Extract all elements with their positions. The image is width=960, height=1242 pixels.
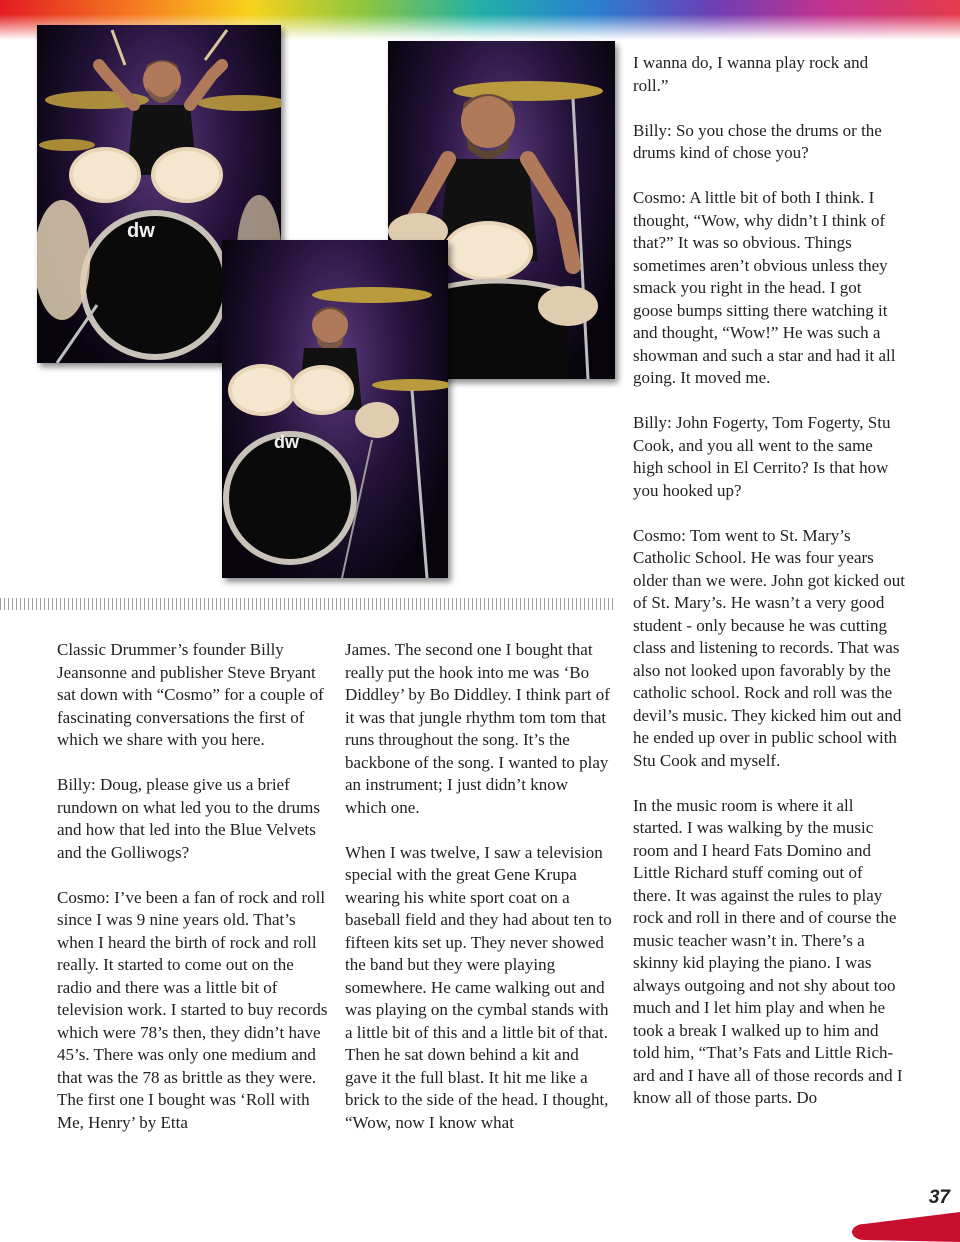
- article-paragraph: James. The second one I bought that really put the hook into me was ‘Bo Diddley’ by Bo Diddley. I think part of it was that jungle rhythm tom tom that runs throughout the song. It’s the backbone of the song. I wanted to play an instrument; I just didn’t know which one.: [345, 640, 610, 817]
- drummer-photo-full-kit: [222, 240, 448, 578]
- article-paragraph: Billy: So you chose the drums or the drums kind of chose you?: [633, 120, 882, 162]
- article-paragraph: Billy: John Fogerty, Tom Fogerty, Stu Cook, and you all went to the same high school in El Cerrito? Is that how you hooked up?: [633, 413, 891, 500]
- article-paragraph: In the music room is where it all started. I was walking by the music room and I heard Fats Domino and Little Richard stuff coming out of there. It was against the rules to play rock and roll in there and of course the music teacher wasn’t in. There’s a skinny kid playing the piano. I was always outgoing and not shy about too much and I let him play and when he took a break I walked up to him and told him, “That’s Fats and Little Richard and I have all of those records and I know all of those parts. Do: [633, 795, 903, 1107]
- article-paragraph: When I was twelve, I saw a television special with the great Gene Krupa wearing his white sport coat on a baseball field and they had about ten to fifteen kits set up. They never showed the band but they were playing somewhere. He came walking out and was playing on the cymbal stands with a little bit of this and a little bit of that. Then he sat down behind a kit and gave it the full blast. It hit me like a brick to the side of the head. I thought, “Wow, now I know what: [345, 842, 612, 1132]
- drumstick-swoosh-icon: [850, 1202, 960, 1242]
- drum-logo: dw: [274, 432, 299, 452]
- article-column-left: [57, 639, 329, 1157]
- article-paragraph: Cosmo: A little bit of both I think. I thought, “Wow, why didn’t I think of that?” It was so obvious. Things sometimes aren’t obvious unless they smack you right in the head. I got goose bumps sitting there watching it and thought, “Wow!” He was such a showman and such a star and had it all going. It moved me.: [633, 188, 896, 387]
- article-paragraph: Cosmo: I’ve been a fan of rock and roll since I was 9 nine years old. That’s when I heard the birth of rock and roll really. It started to come out on the radio and there was a little bit of television work. I started to buy records which were 78’s then, they didn’t have 45’s. There was only one medium and that was the 78 as brittle as they were. The first one I bought was ‘Roll with Me, Henry’ by Etta: [57, 887, 328, 1132]
- article-paragraph: Cosmo: Tom went to St. Mary’s Catholic School. He was four years older than we were. John got kicked out of St. Mary’s. He wasn’t a very good student - only because he was cutting class and listening to records. That was also not looked upon favorably by the catholic school. Rock and roll was the devil’s music. They kicked him out and he ended up over in public school with Stu Cook and myself.: [633, 525, 905, 770]
- article-column-middle: [345, 639, 613, 1157]
- article-column-right: [633, 52, 905, 1132]
- article-paragraph: I wanna do, I wanna play rock and roll.”: [633, 53, 869, 95]
- drum-logo: dw: [127, 220, 155, 242]
- drummer-photo-icon: [222, 240, 448, 578]
- tick-mark-divider: [0, 598, 616, 610]
- article-paragraph: Billy: Doug, please give us a brief rundown on what led you to the drums and how that led into the Blue Velvets and the Golliwogs?: [57, 775, 320, 862]
- page-number: 37: [928, 1187, 950, 1208]
- article-paragraph: Classic Drummer’s founder Billy Jeansonne and publisher Steve Bryant sat down with “Cosmo” for a couple of fascinating conversations the first of which we share with you here.: [57, 640, 324, 749]
